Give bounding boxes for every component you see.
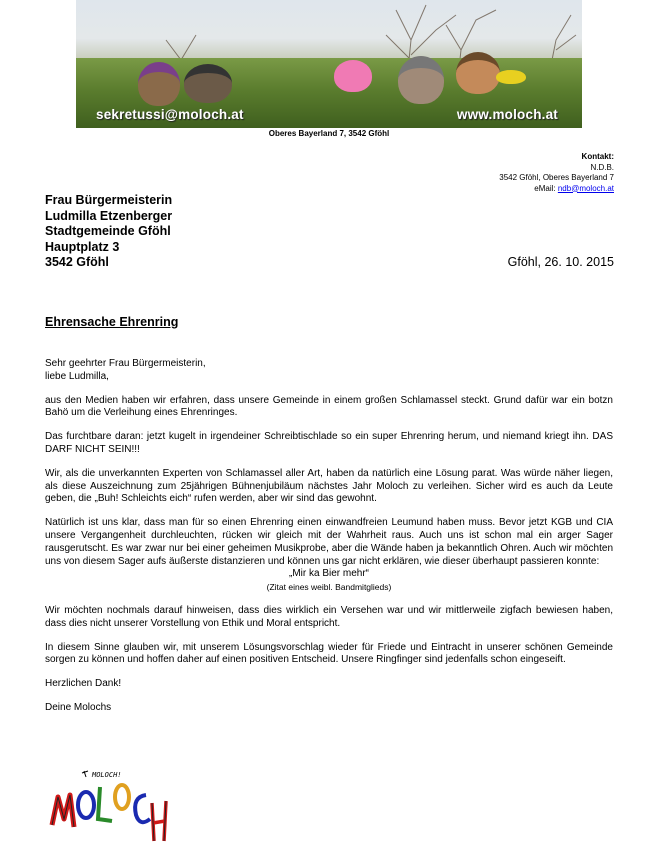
subject-heading: Ehrensache Ehrenring [45,315,179,329]
header-website-overlay: www.moloch.at [456,107,558,122]
header-address: Oberes Bayerland 7, 3542 Gföhl [268,129,390,138]
recipient-line: 3542 Gföhl [45,255,109,269]
person-head-1 [138,62,180,106]
contact-email-link[interactable]: ndb@moloch.at [557,183,614,193]
recipient-line: Frau Bürgermeisterin [45,193,173,207]
body-paragraph: Das furchtbare daran: jetzt kugelt in irgendeiner Schreibtischlade so ein super Ehrenring herum, und niemand kriegt ihn. DAS DARF NICHT SEIN!!! [45,431,613,455]
body-paragraph: Wir möchten nochmals darauf hinweisen, dass dies wirklich ein Versehen war und wir mittlerweile zigfach bewiesen haben, dass dies nicht unserer Vorstellung von Ethik und Moral entspricht. [45,604,613,629]
contact-name: N.D.B. [590,162,614,172]
salutation-line: Sehr geehrter Frau Bürgermeisterin, [45,358,206,369]
recipient-line: Stadtgemeinde Gföhl [45,224,171,238]
header-photo [76,0,582,128]
quote-source: (Zitat eines weibl. Bandmitglieds) [266,582,392,593]
recipient-block [45,193,172,271]
salutation [45,358,613,384]
contact-label: Kontakt: [581,152,614,161]
closing-signoff: Deine Molochs [45,701,112,713]
body-paragraph: In diesem Sinne glauben wir, mit unserem Lösungsvorschlag wieder für Friede und Eintracht in unserer schönen Gemeinde sorgen zu können und hoffen daher auf einen positiven Entscheid. Unsere Ringfinger sind jedenfalls schon eingeseift. [45,641,613,666]
contact-email-label: eMail: [534,183,558,193]
recipient-line: Hauptplatz 3 [45,239,120,254]
recipient-line: Ludmilla Etzenberger [45,208,173,223]
contact-email-line [499,184,614,195]
closing-thanks: Herzlichen Dank! [45,678,122,690]
letter-body [45,358,613,726]
body-paragraph: aus den Medien haben wir erfahren, dass unsere Gemeinde in einem großen Schlamassel steckt. Grund dafür war ein botzn Bahö um die Verleihung eines Ehrenringes. [45,394,613,419]
person-head-4 [456,52,500,94]
body-paragraph: Natürlich ist uns klar, dass man für so einen Ehrenring einen einwandfreien Leumund haben muss. Bevor jetzt KGB und CIA unsere Vergangenheit durchleuchten, rücken wir gleich mit der Wahrheit raus. Auch uns ist schon mal ein arger Sager rausgerutscht. Es war zwar nur bei einer geheimen Musikprobe, aber die Wände haben ja bekanntlich Ohren. Auch wir möchten uns von diesem Sager aufs äußerste distanzieren und können uns gar nicht erklären, wie dieser überhaupt passieren konnte: [45,517,613,567]
person-head-2 [184,64,232,103]
date-line: Gföhl, 26. 10. 2015 [507,255,614,269]
person-head-3 [398,56,444,104]
header-email-overlay: sekretussi@moloch.at [96,107,244,122]
moloch-logo [48,767,170,845]
body-paragraph: Wir, als die unverkannten Experten von Schlamassel aller Art, haben da natürlich eine Lösung parat. Was würde näher liegen, als diese Auszeichnung zum 25jährigen Bühnenjubiläum nächstes Jahr Moloch zu verleihen. Sicher wird es auch da Leute geben, die „Buh! Schleichts eich“ rufen werden, aber wir sind das gewohnt. [45,467,613,505]
salutation-line: liebe Ludmilla, [45,370,109,382]
pig-mask [334,60,372,92]
contact-block [499,152,614,194]
quote: „Mir ka Bier mehr“ [288,568,369,580]
contact-address: 3542 Gföhl, Oberes Bayerland 7 [499,173,614,182]
yellow-object [496,70,526,84]
logo-small-text: MOLOCH! [92,771,122,779]
